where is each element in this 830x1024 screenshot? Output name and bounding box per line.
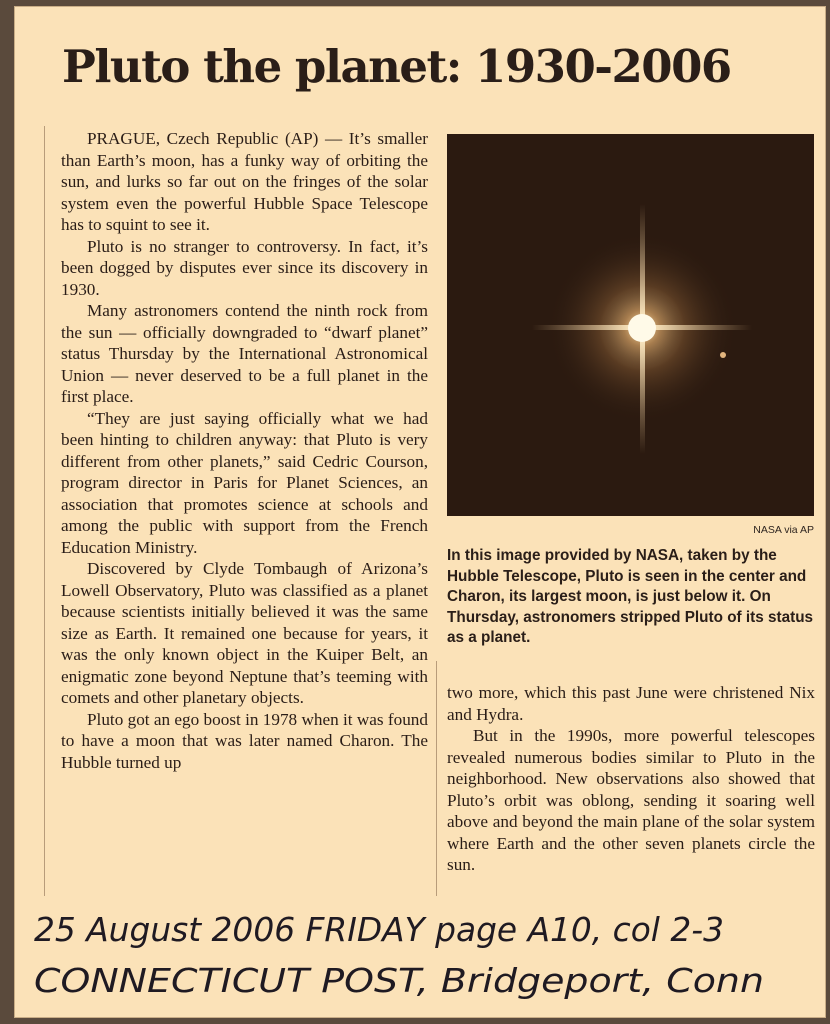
article-paragraph: “They are just saying officially what we had been hinting to children anyway: that Pluto is very different from other planets,” said Cedric Courson, program director in Paris for Planet Sciences, an association that promotes science at schools and among the public with support from the French Education Ministry. [61, 408, 428, 557]
article-column-left [61, 128, 428, 773]
handwritten-line-1: 25 August 2006 FRIDAY page A10, col 2-3 [34, 910, 724, 949]
article-paragraph: PRAGUE, Czech Republic (AP) — It’s smaller than Earth’s moon, has a funky way of orbiting the sun, and lurks so far out on the fringes of the solar system even the powerful Hubble Space Telescope has to squint to see it. [61, 129, 428, 234]
article-column-right [447, 682, 815, 876]
pluto-hubble-photo [447, 134, 814, 516]
photo-credit: NASA via AP [753, 524, 814, 536]
column-rule-left [44, 126, 45, 896]
article-paragraph: Discovered by Clyde Tombaugh of Arizona’s Lowell Observatory, Pluto was classified as a planet because scientists initially believed it was the same size as Earth. It remained one because for years, it was the only known object in the Kuiper Belt, an enigmatic zone beyond Neptune that’s teeming with comets and other planetary objects. [61, 559, 428, 707]
photo-caption: In this image provided by NASA, taken by the Hubble Telescope, Pluto is seen in the center and Charon, its largest moon, is just below it. On Thursday, astronomers stripped Pluto of its status as a planet. [447, 547, 814, 646]
newspaper-clipping [14, 6, 826, 1018]
article-paragraph: Pluto got an ego boost in 1978 when it was found to have a moon that was later named Charon. The Hubble turned up [61, 709, 428, 772]
pluto-starburst-image [447, 134, 814, 516]
charon-moon [720, 352, 726, 358]
handwritten-citation-note [0, 896, 830, 1024]
handwritten-line-2: CONNECTICUT POST, Bridgeport, Conn [34, 961, 764, 1000]
article-paragraph: two more, which this past June were christened Nix and Hydra. [447, 683, 815, 724]
article-paragraph: Pluto is no stranger to controversy. In fact, it’s been dogged by disputes ever since its discovery in 1930. [61, 236, 428, 299]
article-paragraph: But in the 1990s, more powerful telescopes revealed numerous bodies similar to Pluto in the neighborhood. New observations also showed that Pluto’s orbit was oblong, sending it soaring well above and beyond the main plane of the solar system where Earth and the other seven planets circle the sun. [447, 726, 815, 874]
article-paragraph: Many astronomers contend the ninth rock from the sun — officially downgraded to “dwarf planet” status Thursday by the International Astronomical Union — never deserved to be a full planet in the first place. [61, 301, 428, 406]
headline: Pluto the planet: 1930-2006 [62, 40, 731, 93]
column-rule-middle [436, 661, 437, 896]
